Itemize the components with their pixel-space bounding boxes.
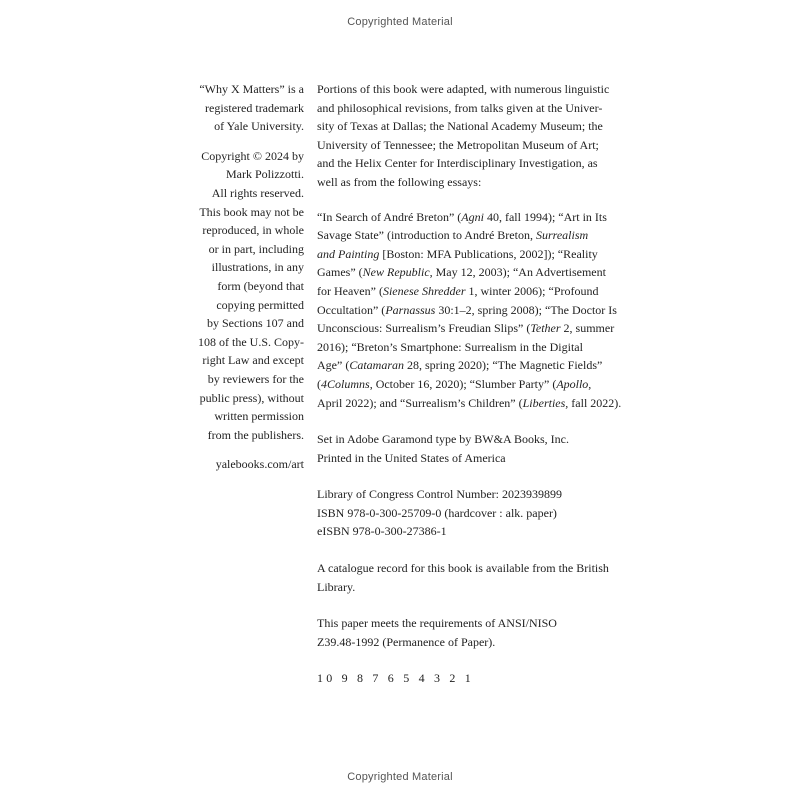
text-line: and the Helix Center for Interdisciplinary Investigation, as [317,156,598,171]
text-line: Games” (New Republic, May 12, 2003); “An Advertisement [317,265,606,280]
text-line: “Why X Matters” is a [199,82,304,96]
publication-title: Liberties, [522,395,569,410]
paper-permanence [317,614,607,651]
text-line: 2016); “Breton’s Smartphone: Surrealism in the Digital [317,339,583,354]
text-line: registered trademark [205,100,304,115]
right-column [317,80,622,688]
text-line: 108 of the U.S. Copy- [198,334,304,349]
text-line: reproduced, in whole [202,223,304,238]
typesetting-info [317,430,607,467]
text-line: All rights reserved. [211,185,304,200]
text-line: Copyright © 2024 by [201,148,304,163]
text-line: This paper meets the requirements of ANSI/NISO [317,616,557,631]
text-line: well as from the following essays: [317,174,482,189]
text-line: or in part, including [208,241,304,256]
text-line: by Sections 107 and [207,316,304,331]
text-line: eISBN 978-0-300-27386-1 [317,524,447,539]
text-line: Library. [317,579,356,594]
copyright-watermark-bottom: Copyrighted Material [347,771,453,783]
essays-paragraph [317,208,622,413]
text-line: Unconscious: Surrealism’s Freudian Slips” (Tether 2, summer [317,321,615,336]
text-line: This book may not be [199,204,304,219]
text-line: Z39.48-1992 (Permanence of Paper). [317,634,496,649]
text-line: Occultation” (Parnassus 30:1–2, spring 2008); “The Doctor Is [317,302,617,317]
text-line: form (beyond that [217,278,304,293]
copyright-watermark-top: Copyrighted Material [347,16,453,28]
trademark-notice [150,80,304,136]
publication-title: Sienese Shredder [382,283,466,298]
text-line: yalebooks.com/art [215,457,304,472]
text-line: Library of Congress Control Number: 2023939899 [317,487,562,502]
text-line: copying permitted [216,297,304,312]
publication-title: and Painting [317,246,380,261]
text-line: A catalogue record for this book is available from the British [317,561,609,576]
library-info [317,485,607,541]
text-line: written permission [214,409,304,424]
text-line: Mark Polizzotti. [226,167,304,182]
text-line: April 2022); and “Surrealism’s Children” (Liberties, fall 2022). [317,395,622,410]
catalogue-record [317,559,607,596]
text-line: public press), without [199,390,304,405]
publication-title: 4Columns [321,376,370,391]
left-column [150,80,304,485]
text-line: “In Search of André Breton” (Agni 40, fall 1994); “Art in Its [317,209,607,224]
text-line: for Heaven” (Sienese Shredder 1, winter 2006); “Profound [317,283,599,298]
text-line: Savage State” (introduction to André Breton, Surrealism [317,228,589,243]
text-line: Printed in the United States of America [317,450,506,465]
text-line: right Law and except [202,353,304,368]
text-line: University of Tennessee; the Metropolitan Museum of Art; [317,137,599,152]
text-line: by reviewers for the [207,371,304,386]
text-line: ISBN 978-0-300-25709-0 (hardcover : alk. paper) [317,505,557,520]
publication-title: Surrealism [535,228,589,243]
publication-title: Tether [530,321,561,336]
text-line: Age” (Catamaran 28, spring 2020); “The Magnetic Fields” [317,358,603,373]
copyright-notice [150,147,304,445]
publication-title: Parnassus [385,302,436,317]
text-line: and philosophical revisions, from talks given at the Univer- [317,100,603,115]
printing-line [317,669,607,688]
publication-title: Agni [461,209,484,224]
text-line: Set in Adobe Garamond type by BW&A Books, Inc. [317,432,569,447]
text-line: of Yale University. [214,119,304,134]
website-url [150,455,304,474]
portions-paragraph [317,80,610,192]
publication-title: Catamaran [349,358,405,373]
publication-title: Apollo, [556,376,592,391]
text-line: Portions of this book were adapted, with numerous linguistic [317,82,610,96]
publication-title: New Republic, [362,265,433,280]
text-line: sity of Texas at Dallas; the National Academy Museum; the [317,119,603,134]
text-line: (4Columns, October 16, 2020); “Slumber Party” (Apollo, [317,376,592,391]
text-line: illustrations, in any [211,260,304,275]
print-numbers: 10 9 8 7 6 5 4 3 2 1 [317,671,474,686]
text-line: and Painting [Boston: MFA Publications, 2002]); “Reality [317,246,598,261]
text-line: from the publishers. [207,427,304,442]
